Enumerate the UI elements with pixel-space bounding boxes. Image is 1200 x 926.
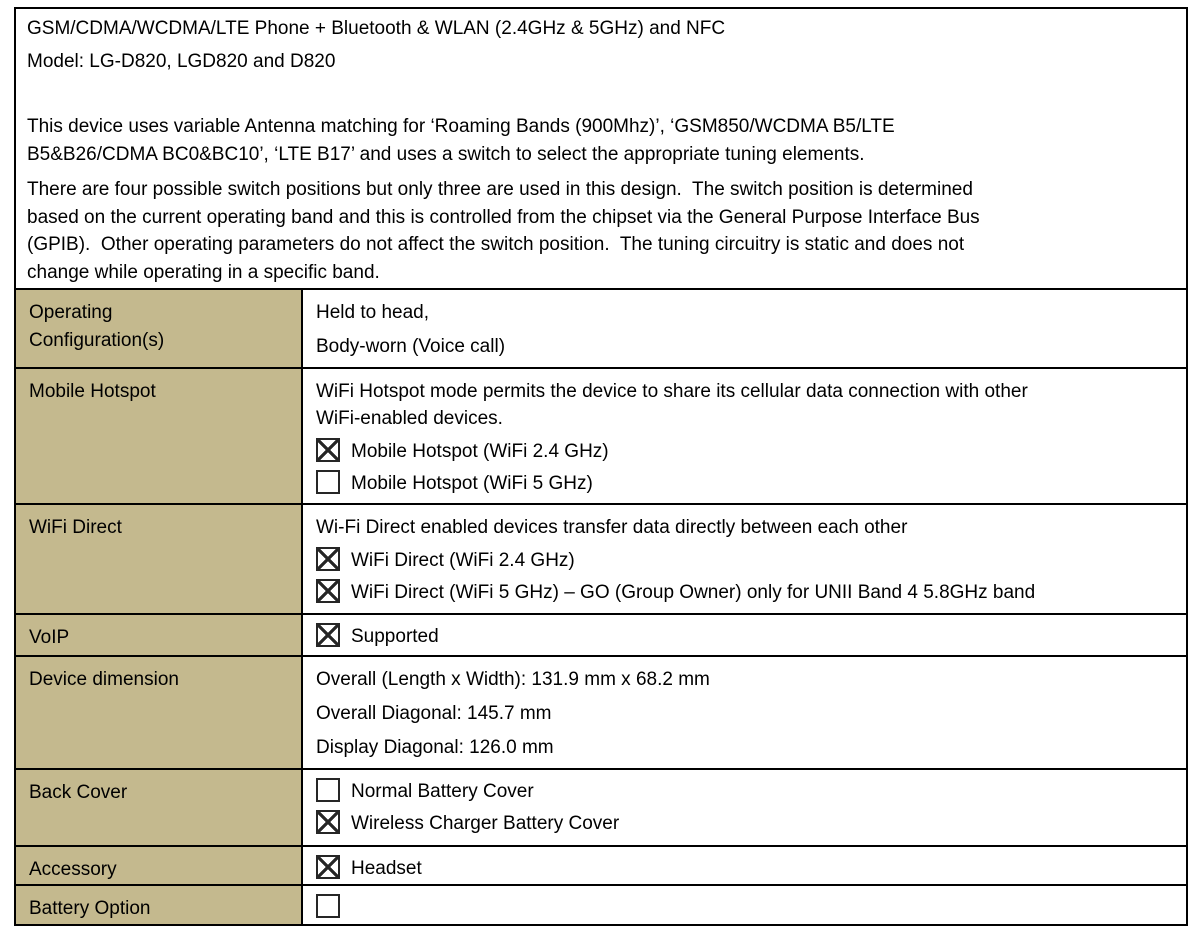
row-label-cell bbox=[15, 504, 302, 614]
checkbox-label: Supported bbox=[351, 626, 439, 647]
row-label-cell bbox=[15, 656, 302, 769]
row-value-cell bbox=[302, 656, 1187, 769]
row-label-cell bbox=[15, 769, 302, 846]
paragraph-line: based on the current operating band and this is controlled from the chipset via the General Purpose Interface Bus bbox=[27, 206, 980, 228]
row-label: Configuration(s) bbox=[29, 330, 165, 351]
row-value-cell bbox=[302, 289, 1187, 368]
row-value-cell bbox=[302, 504, 1187, 614]
row-label-cell bbox=[15, 885, 302, 925]
value-line: Held to head, bbox=[316, 302, 430, 323]
value-line: Overall (Length x Width): 131.9 mm x 68.2 mm bbox=[316, 669, 710, 690]
checkbox-line bbox=[316, 580, 1173, 605]
row-label: Battery Option bbox=[29, 898, 151, 919]
checkbox-line bbox=[316, 624, 1173, 649]
table-row-wifi-direct bbox=[15, 504, 1187, 614]
checkbox-icon bbox=[316, 547, 340, 571]
row-value-cell bbox=[302, 614, 1187, 656]
document-page bbox=[14, 7, 1188, 926]
row-value-cell bbox=[302, 368, 1187, 504]
value-line: Wi-Fi Direct enabled devices transfer data directly between each other bbox=[316, 517, 908, 538]
checkbox-line bbox=[316, 895, 1173, 920]
paragraph-line: B5&B26/CDMA BC0&BC10’, ‘LTE B17’ and uses a switch to select the appropriate tuning elements. bbox=[27, 144, 865, 165]
checkbox-label: WiFi Direct (WiFi 5 GHz) – GO (Group Owner) only for UNII Band 4 5.8GHz band bbox=[351, 582, 1036, 603]
antenna-paragraph bbox=[27, 113, 1174, 169]
paragraph-line: (GPIB). Other operating parameters do not affect the switch position. The tuning circuitry is static and does not bbox=[27, 234, 965, 255]
checkbox-line bbox=[316, 548, 1173, 573]
row-label: VoIP bbox=[29, 627, 70, 648]
checkbox-line bbox=[316, 779, 1173, 804]
value-line: WiFi Hotspot mode permits the device to share its cellular data connection with other bbox=[316, 381, 1028, 402]
checkbox-icon bbox=[316, 438, 340, 462]
checkbox-label: Mobile Hotspot (WiFi 2.4 GHz) bbox=[351, 441, 609, 462]
spec-table bbox=[14, 288, 1188, 926]
row-label: WiFi Direct bbox=[29, 517, 122, 538]
row-label: Device dimension bbox=[29, 669, 179, 690]
checkbox-icon bbox=[316, 894, 340, 918]
checkbox-icon bbox=[316, 855, 340, 879]
table-row-voip bbox=[15, 614, 1187, 656]
value-line: Display Diagonal: 126.0 mm bbox=[316, 737, 554, 758]
checkbox-icon bbox=[316, 623, 340, 647]
checkbox-line bbox=[316, 439, 1173, 464]
paragraph-line: change while operating in a specific band. bbox=[27, 261, 380, 283]
row-label: Operating bbox=[29, 302, 113, 323]
row-label-cell bbox=[15, 614, 302, 656]
document-header bbox=[14, 7, 1188, 288]
switch-paragraph bbox=[27, 176, 1174, 286]
row-label: Mobile Hotspot bbox=[29, 381, 156, 402]
checkbox-line bbox=[316, 811, 1173, 836]
device-model: Model: LG-D820, LGD820 and D820 bbox=[27, 51, 336, 72]
row-value-cell bbox=[302, 885, 1187, 925]
checkbox-icon bbox=[316, 810, 340, 834]
row-label: Accessory bbox=[29, 859, 117, 880]
table-row-mobile-hotspot bbox=[15, 368, 1187, 504]
checkbox-icon bbox=[316, 470, 340, 494]
value-line: Body-worn (Voice call) bbox=[316, 336, 506, 357]
value-line: WiFi-enabled devices. bbox=[316, 408, 503, 429]
row-label: Back Cover bbox=[29, 782, 128, 803]
checkbox-line bbox=[316, 856, 1173, 881]
table-row-back-cover bbox=[15, 769, 1187, 846]
checkbox-label: WiFi Direct (WiFi 2.4 GHz) bbox=[351, 550, 575, 571]
checkbox-icon bbox=[316, 778, 340, 802]
table-row-operating-configurations bbox=[15, 289, 1187, 368]
device-title: GSM/CDMA/WCDMA/LTE Phone + Bluetooth & WLAN (2.4GHz & 5GHz) and NFC bbox=[27, 18, 726, 39]
checkbox-label: Wireless Charger Battery Cover bbox=[351, 813, 620, 834]
checkbox-line bbox=[316, 471, 1173, 496]
checkbox-label: Mobile Hotspot (WiFi 5 GHz) bbox=[351, 473, 593, 494]
paragraph-line: This device uses variable Antenna matching for ‘Roaming Bands (900Mhz)’, ‘GSM850/WCDMA B5/LTE bbox=[27, 116, 895, 137]
row-value-cell bbox=[302, 846, 1187, 885]
value-line: Overall Diagonal: 145.7 mm bbox=[316, 703, 552, 724]
row-label-cell bbox=[15, 289, 302, 368]
paragraph-line: There are four possible switch positions but only three are used in this design. The switch position is determined bbox=[27, 179, 973, 200]
row-label-cell bbox=[15, 846, 302, 885]
table-row-device-dimension bbox=[15, 656, 1187, 769]
checkbox-label: Normal Battery Cover bbox=[351, 781, 534, 802]
row-value-cell bbox=[302, 769, 1187, 846]
table-row-battery-option bbox=[15, 885, 1187, 925]
checkbox-label: Headset bbox=[351, 858, 422, 879]
row-label-cell bbox=[15, 368, 302, 504]
table-row-accessory bbox=[15, 846, 1187, 885]
checkbox-icon bbox=[316, 579, 340, 603]
